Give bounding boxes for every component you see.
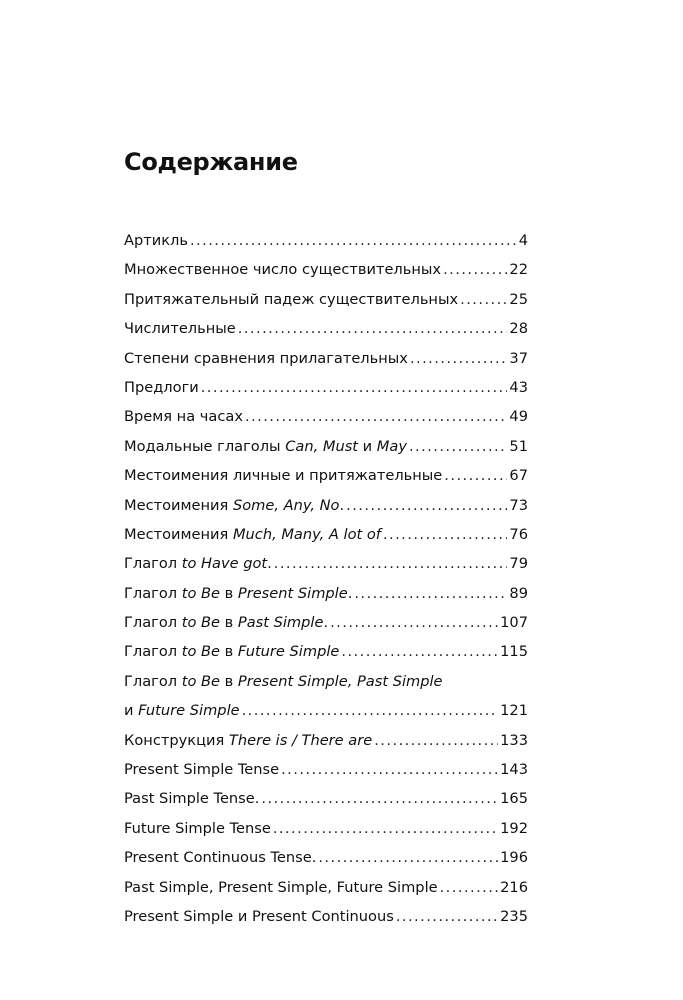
toc-entry-label [124,491,344,520]
toc-entry-text: . [254,790,260,808]
toc-entry-row [124,520,528,549]
toc-page-number: 37 [509,349,528,367]
toc-entry-italic-text: to Be [181,672,221,690]
toc-dot-leader [443,255,507,284]
toc-entry[interactable] [124,608,528,637]
toc-entry-label [124,726,372,755]
toc-entry-row [124,755,528,784]
toc-entry-row [124,579,528,608]
table-of-contents [124,226,528,931]
toc-entry-row [124,549,528,578]
toc-page-number: 49 [509,408,528,426]
toc-entry[interactable] [124,579,528,608]
page-title: Содержание [124,148,298,176]
toc-dot-leader [330,608,498,637]
toc-entry-italic-text: There is / There are [228,731,373,749]
toc-entry-row [124,726,528,755]
toc-entry-text: в [220,584,238,602]
toc-entry-text: Местоимения личные и притяжательные [124,467,443,485]
toc-entry-row [124,843,528,872]
toc-entry-label [124,285,458,314]
toc-dot-leader [409,432,507,461]
toc-dot-leader [460,285,507,314]
toc-page-number: 22 [509,261,528,279]
toc-entry[interactable] [124,902,528,931]
toc-entry-text: Числительные [124,320,236,338]
toc-dot-leader [201,373,508,402]
toc-entry-text: Present Simple Tense [124,761,280,779]
toc-entry-row [124,696,528,725]
toc-entry-text: Модальные глаголы [124,437,286,455]
toc-entry[interactable] [124,344,528,373]
toc-entry-label [124,579,352,608]
toc-entry[interactable] [124,726,528,755]
toc-page-number: 89 [509,584,528,602]
toc-dot-leader [245,402,507,431]
toc-entry-text: Past Simple Tense [124,790,255,808]
toc-entry-text: Глагол [124,555,182,573]
toc-entry-row [124,285,528,314]
toc-dot-leader [410,344,507,373]
toc-entry-text: в [220,643,238,661]
toc-entry-text: Время на часах [124,408,243,426]
toc-entry-italic-text: Future Simple [138,702,240,720]
toc-entry[interactable] [124,314,528,343]
toc-entry-text: Множественное число существительных [124,261,442,279]
toc-entry-row [124,784,528,813]
toc-entry-row [124,637,528,666]
toc-entry-italic-text: Future Simple [237,643,340,661]
toc-entry-text: в [220,614,238,632]
toc-entry-text: Глагол [124,643,182,661]
toc-entry-italic-text: Present Simple, Past Simple [237,672,443,690]
toc-entry-row [124,314,528,343]
toc-page-number: 28 [509,320,528,338]
toc-entry[interactable] [124,814,528,843]
toc-entry-text: Present Simple и Present Continuous [124,907,394,925]
toc-entry-text: Степени сравнения прилагательных [124,349,408,367]
toc-entry-text: . [267,555,272,573]
toc-entry-text: . [311,849,317,867]
toc-entry-italic-text: Past Simple [237,614,324,632]
toc-entry[interactable] [124,461,528,490]
toc-dot-leader [190,226,517,255]
toc-page-number: 67 [509,467,528,485]
toc-page-number: 4 [518,232,528,249]
toc-entry-label [124,637,339,666]
toc-entry-row [124,491,528,520]
toc-entry-text: и [124,702,139,720]
toc-entry-label [124,255,441,284]
toc-entry-italic-text: Some, Any, No [232,496,340,514]
toc-dot-leader [354,579,507,608]
toc-entry-label [124,520,381,549]
toc-entry-label [124,814,271,843]
toc-entry[interactable] [124,255,528,284]
toc-entry[interactable] [124,755,528,784]
toc-page-number: 51 [509,437,528,455]
toc-page-number: 107 [500,614,528,632]
toc-entry-italic-text: to Be [181,584,221,602]
toc-entry[interactable] [124,843,528,872]
toc-entry-italic-text: to Be [181,643,221,661]
toc-entry-row [124,373,528,402]
toc-entry[interactable] [124,373,528,402]
toc-dot-leader [273,814,498,843]
toc-entry-italic-text: to Have got [181,555,268,573]
toc-entry-text: Present Continuous Tense [124,849,312,867]
toc-dot-leader [238,314,508,343]
toc-entry-label [124,902,394,931]
toc-entry-label [124,667,443,696]
toc-dot-leader [383,520,507,549]
toc-entry-row [124,255,528,284]
toc-entry[interactable] [124,226,528,255]
toc-entry-row [124,873,528,902]
toc-page-number: 115 [500,643,528,661]
toc-dot-leader [374,726,498,755]
toc-entry-text: Глагол [124,584,182,602]
toc-dot-leader [274,549,508,578]
toc-entry[interactable] [124,873,528,902]
toc-entry-label [124,432,407,461]
toc-page-number: 133 [500,731,528,749]
toc-entry-text: Past Simple, Present Simple, Future Simple [124,878,438,896]
toc-entry-text: Предлоги [124,378,199,396]
toc-dot-leader [396,902,498,931]
toc-dot-leader [341,637,498,666]
toc-entry-row [124,344,528,373]
toc-entry-text: Глагол [124,672,182,690]
toc-page-number: 235 [500,907,528,925]
toc-entry-label [124,755,279,784]
toc-entry-text: . [323,614,329,632]
toc-entry-first-line [124,667,528,696]
toc-entry-label [124,843,316,872]
toc-entry-italic-text: May [376,437,407,455]
toc-entry-text: . [347,584,353,602]
toc-entry[interactable] [124,432,528,461]
toc-dot-leader [281,755,498,784]
toc-page-number: 192 [500,819,528,837]
toc-entry-label [124,608,328,637]
toc-entry[interactable] [124,491,528,520]
toc-entry-italic-text: Much, Many, A lot of [232,525,381,543]
toc-dot-leader [242,696,499,725]
toc-entry-label [124,226,188,255]
toc-page-number: 143 [500,761,528,779]
toc-entry-text: Конструкция [124,731,229,749]
toc-page-number: 121 [500,702,528,720]
toc-entry[interactable] [124,784,528,813]
toc-entry-italic-text: Present Simple [237,584,348,602]
toc-entry-label [124,549,272,578]
toc-entry-row [124,402,528,431]
toc-page-number: 25 [509,290,528,308]
toc-entry-label [124,402,243,431]
toc-entry-text: Глагол [124,614,182,632]
toc-dot-leader [444,461,507,490]
toc-entry-text: и [358,437,377,455]
toc-entry-text: Местоимения [124,525,233,543]
toc-entry[interactable] [124,637,528,666]
toc-page-number: 196 [500,849,528,867]
toc-page-number: 216 [500,878,528,896]
toc-entry-text: Future Simple Tense [124,819,271,837]
toc-entry-label [124,873,438,902]
toc-entry-italic-text: to Be [181,614,221,632]
toc-entry[interactable] [124,520,528,549]
toc-entry[interactable] [124,667,528,726]
toc-entry-row [124,902,528,931]
toc-entry-row [124,814,528,843]
toc-entry-row [124,432,528,461]
toc-entry-label [124,461,442,490]
toc-entry-row [124,226,528,255]
toc-entry-text: Притяжательный падеж существительных [124,290,459,308]
toc-page-number: 73 [509,496,528,514]
toc-entry-label [124,784,259,813]
toc-entry-italic-text: Can, Must [285,437,359,455]
toc-dot-leader [346,491,507,520]
toc-dot-leader [261,784,498,813]
toc-dot-leader [318,843,498,872]
toc-entry-label [124,696,240,725]
toc-entry-row [124,461,528,490]
toc-dot-leader [440,873,499,902]
toc-page-number: 76 [509,525,528,543]
toc-entry-row [124,608,528,637]
toc-entry-text: . [339,496,345,514]
toc-entry-label [124,344,408,373]
toc-entry[interactable] [124,549,528,578]
toc-entry[interactable] [124,285,528,314]
toc-page-number: 43 [509,378,528,396]
toc-entry[interactable] [124,402,528,431]
toc-entry-label [124,373,199,402]
toc-page-number: 79 [509,555,528,573]
toc-entry-text: в [220,672,238,690]
toc-entry-text: Местоимения [124,496,233,514]
toc-entry-text: Артикль [124,232,188,249]
toc-entry-label [124,314,236,343]
toc-page-number: 165 [500,790,528,808]
